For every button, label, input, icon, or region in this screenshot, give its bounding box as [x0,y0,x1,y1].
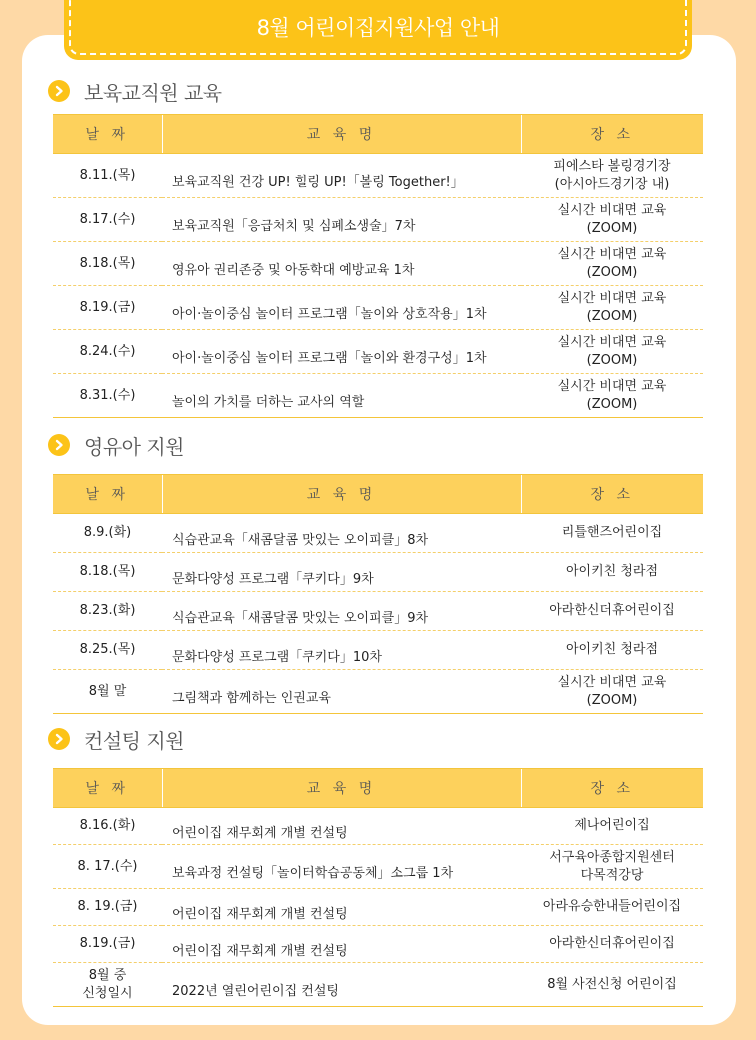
table-row [53,889,703,926]
row-date: 8월 말 [53,670,162,714]
row-name: 놀이의 가치를 더하는 교사의 역할 [162,374,521,418]
row-place: 실시간 비대면 교육 (ZOOM) [521,330,703,374]
row-place: 아이키친 청라점 [521,631,703,670]
section-title: 보육교직원 교육 [84,80,222,105]
page-title: 8월 어린이집지원사업 안내 [256,16,500,40]
column-header-date: 날 짜 [53,769,162,808]
row-date: 8.23.(화) [53,592,162,631]
row-name: 아이·놀이중심 놀이터 프로그램「놀이와 상호작용」1차 [162,286,521,330]
column-header-date: 날 짜 [53,115,162,154]
row-place: 서구육아종합지원센터 다목적강당 [521,845,703,889]
row-place: 실시간 비대면 교육 (ZOOM) [521,198,703,242]
section-header-staff-education [48,76,222,106]
row-name: 아이·놀이중심 놀이터 프로그램「놀이와 환경구성」1차 [162,330,521,374]
row-name: 보육교직원 건강 UP! 힐링 UP!「볼링 Together!」 [162,154,521,198]
row-date: 8.11.(목) [53,154,162,198]
column-header-place: 장 소 [521,769,703,808]
table-header-row [53,115,703,154]
table-row [53,631,703,670]
row-place: 제나어린이집 [521,808,703,845]
row-date: 8.19.(금) [53,286,162,330]
table-row [53,926,703,963]
row-name: 어린이집 재무회계 개별 컨설팅 [162,808,521,845]
table-row [53,963,703,1007]
chevron-right-icon [48,434,70,456]
chevron-right-icon [48,728,70,750]
table-row [53,553,703,592]
table-row [53,154,703,198]
section-header-consulting [48,724,184,754]
table-row [53,592,703,631]
row-name: 2022년 열린어린이집 컨설팅 [162,963,521,1007]
row-name: 문화다양성 프로그램「쿠키다」10차 [162,631,521,670]
section-title: 컨설팅 지원 [84,728,184,753]
column-header-date: 날 짜 [53,475,162,514]
row-name: 그림책과 함께하는 인권교육 [162,670,521,714]
row-place: 아라한신더휴어린이집 [521,592,703,631]
table-row [53,330,703,374]
row-place: 아이키친 청라점 [521,553,703,592]
table-row [53,242,703,286]
row-date: 8.16.(화) [53,808,162,845]
row-date: 8.19.(금) [53,926,162,963]
row-date: 8. 17.(수) [53,845,162,889]
column-header-name: 교 육 명 [162,769,521,808]
schedule-table-consulting [53,768,703,1007]
row-place: 아라한신더휴어린이집 [521,926,703,963]
table-row [53,286,703,330]
section-header-child-support [48,430,184,460]
row-place: 실시간 비대면 교육 (ZOOM) [521,242,703,286]
row-place: 피에스타 볼링경기장 (아시아드경기장 내) [521,154,703,198]
row-place: 리틀핸즈어린이집 [521,514,703,553]
table-header-row [53,475,703,514]
row-date: 8.17.(수) [53,198,162,242]
column-header-name: 교 육 명 [162,475,521,514]
row-name: 식습관교육「새콤달콤 맛있는 오이피클」9차 [162,592,521,631]
row-date: 8.25.(목) [53,631,162,670]
row-name: 어린이집 재무회계 개별 컨설팅 [162,926,521,963]
row-place: 아라유승한내들어린이집 [521,889,703,926]
schedule-table-staff-education [53,114,703,418]
table-row [53,670,703,714]
table-header-row [53,769,703,808]
row-name: 보육교직원「응급처치 및 심폐소생술」7차 [162,198,521,242]
table-row [53,845,703,889]
row-place: 8월 사전신청 어린이집 [521,963,703,1007]
row-name: 영유아 권리존중 및 아동학대 예방교육 1차 [162,242,521,286]
row-date: 8.18.(목) [53,242,162,286]
chevron-right-icon [48,80,70,102]
column-header-place: 장 소 [521,115,703,154]
column-header-place: 장 소 [521,475,703,514]
row-place: 실시간 비대면 교육 (ZOOM) [521,286,703,330]
row-name: 어린이집 재무회계 개별 컨설팅 [162,889,521,926]
title-banner [64,0,692,60]
table-row [53,198,703,242]
row-name: 보육과정 컨설팅「놀이터학습공동체」소그룹 1차 [162,845,521,889]
row-date: 8.24.(수) [53,330,162,374]
row-date: 8. 19.(금) [53,889,162,926]
table-row [53,514,703,553]
table-row [53,374,703,418]
row-date: 8.9.(화) [53,514,162,553]
section-title: 영유아 지원 [84,434,184,459]
row-date: 8월 중 신청일시 [53,963,162,1007]
table-row [53,808,703,845]
row-date: 8.31.(수) [53,374,162,418]
column-header-name: 교 육 명 [162,115,521,154]
row-place: 실시간 비대면 교육 (ZOOM) [521,374,703,418]
row-date: 8.18.(목) [53,553,162,592]
schedule-table-child-support [53,474,703,714]
row-name: 문화다양성 프로그램「쿠키다」9차 [162,553,521,592]
row-place: 실시간 비대면 교육 (ZOOM) [521,670,703,714]
row-name: 식습관교육「새콤달콤 맛있는 오이피클」8차 [162,514,521,553]
